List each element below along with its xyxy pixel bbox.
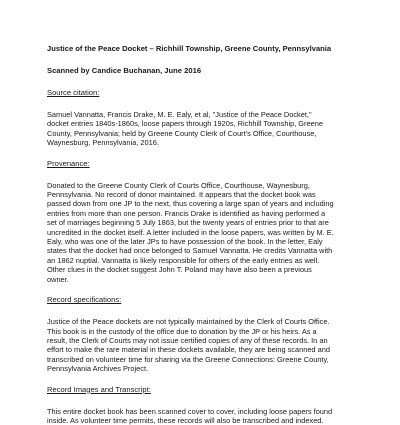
text-line: passed down from one JP to the next, thus covering a large span of years and including <box>47 199 334 209</box>
section-body <box>47 407 356 425</box>
text-line: This entire docket book has been scanned cover to cover, including loose papers found <box>47 406 333 416</box>
text-line: docket entries 1840s-1860s, loose papers through 1920s, Richhill Township, Greene <box>47 119 323 129</box>
text-line: states that the docket had once belonged to Samuel Vannatta. He credits Vannatta with <box>47 246 333 256</box>
text-line: an 1862 nuptial. Vannatta is likely responsible for others of the early entries as well. <box>47 255 320 265</box>
text-line: Pennsylvania. No record of donor maintained. It appears that the docket book was <box>47 190 316 200</box>
text-line: Justice of the Peace dockets are not typically maintained by the Clerk of Courts Office. <box>47 317 330 327</box>
section-heading: Source citation: <box>47 88 100 97</box>
text-line: Pennsylvania Archives Project. <box>47 364 149 374</box>
text-line: This book is in the custody of the office due to donation by the JP or his heirs. As a <box>47 326 317 336</box>
section-heading: Record Images and Transcript: <box>47 384 151 394</box>
text-line: owner. <box>47 274 69 284</box>
text-line: transcribed on volunteer time for sharing via the Greene Connections: Greene County, <box>47 354 329 364</box>
text-line: Donated to the Greene County Clerk of Courts Office, Courthouse, Waynesburg, <box>47 180 310 190</box>
scanned-by-line: Scanned by Candice Buchanan, June 2016 <box>47 66 202 75</box>
text-line: Samuel Vannatta, Francis Drake, M. E. Ealy, et al, "Justice of the Peace Docket," <box>47 110 312 119</box>
text-line: Ealy, who was one of the later JPs to have possession of the book. In the letter, Ealy <box>47 237 323 247</box>
section-body <box>47 317 356 373</box>
text-line: effort to make the rare material in these dockets available, they are being scanned and <box>47 345 330 355</box>
text-line: inside. As volunteer time permits, these records will also be transcribed and indexed. <box>47 415 324 425</box>
text-line: entries from more than one person. Francis Drake is identified as having performed a <box>47 208 326 218</box>
section-provenance <box>47 159 356 284</box>
section-heading: Record specifications: <box>47 295 122 305</box>
section-source-citation <box>47 88 356 148</box>
section-record-specifications <box>47 295 356 373</box>
document-title: Justice of the Peace Docket – Richhill Township, Greene County, Pennsylvania <box>47 44 332 53</box>
text-line: result, the Clerk of Courts may not issue certified copies of any of these records. In an <box>47 335 328 345</box>
section-body <box>47 110 356 148</box>
section-body <box>47 181 356 284</box>
section-heading: Provenance: <box>47 158 90 168</box>
text-line: County, Pennsylvania; held by Greene County Clerk of Court's Office, Courthouse, <box>47 128 317 138</box>
section-record-images-transcript <box>47 385 356 425</box>
text-line: Waynesburg, Pennsylvania, 2016. <box>47 138 159 148</box>
text-line: set of marriages beginning 5 July 1863, but the twenty years of entries prior to that are <box>47 218 329 228</box>
text-line: uncredited in the docket itself. A letter included in the loose papers, was written by M. E. <box>47 227 334 237</box>
text-line: Other clues in the docket suggest John T. Poland may have also been a previous <box>47 265 312 275</box>
